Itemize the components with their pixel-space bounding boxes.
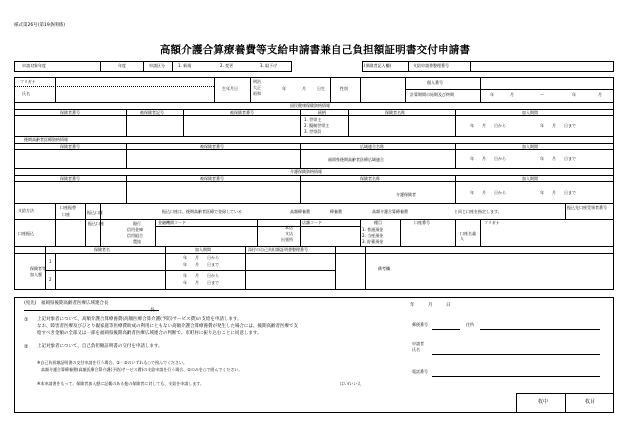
note-3: ※本申請書をもって、保険者加入歴に記載のある他の保険者に対しても、支給を申請します。 bbox=[37, 381, 204, 386]
furigana-label: フリガナ bbox=[20, 79, 36, 84]
target-year-label: 申請対象年度 bbox=[22, 63, 46, 68]
period-end-year: 年 bbox=[572, 92, 576, 97]
addressee: (宛先) 福岡県後期高齢者医療広域連合長 bbox=[24, 301, 109, 306]
consent-2-text: 上記対象者について、自己負担額証明書の交付を申請します。 bbox=[37, 344, 163, 349]
applicant-name-label: 氏名 bbox=[412, 347, 420, 352]
care-period-label: 加入期間 bbox=[522, 176, 538, 181]
name-label: 氏名 bbox=[22, 91, 30, 96]
history-remarks-label: 備考欄 bbox=[378, 266, 390, 271]
nhi-section-title: 国民健康保険資格情報 bbox=[290, 103, 330, 108]
period-label: 計算期間の始期及び終期 bbox=[410, 92, 454, 97]
form-title: 高額介護合算療養費等支給申請書兼自己負担額証明書交付申請書 bbox=[159, 44, 471, 56]
personal-number-label: 個人番号 bbox=[427, 80, 443, 85]
elderly-period-label: 加入期間 bbox=[522, 144, 538, 149]
nhi-insurer-name-label: 保険者名称 bbox=[385, 110, 405, 115]
elderly-insured-number-label: 被保険者番号 bbox=[200, 144, 224, 149]
postal-label: 郵便番号 bbox=[412, 322, 428, 327]
option-change[interactable]: 2. 変更 bbox=[220, 63, 234, 68]
history-row1-to: 年 月 日まで bbox=[183, 262, 219, 267]
history-period-label: 加入期間 bbox=[195, 247, 211, 252]
phone-label: 電話番号 bbox=[412, 369, 428, 374]
consent-2-mark[interactable]: ② bbox=[24, 344, 29, 350]
care-insurer-name-label: 保険者名称 bbox=[360, 176, 380, 181]
nhi-insured-number-label: 被保険者番号 bbox=[230, 110, 254, 115]
payment-option-medical[interactable]: 療養費 bbox=[330, 209, 342, 214]
bank-type-shinkin[interactable]: 信用金庫 bbox=[127, 227, 143, 232]
address-label: 住所 bbox=[466, 322, 474, 327]
period-start-year: 年 bbox=[490, 92, 494, 97]
birth-year-unit: 年 bbox=[282, 86, 286, 91]
holder-furigana-label: フリガナ bbox=[484, 220, 500, 225]
care-insurer-number-label: 保険者番号 bbox=[60, 176, 80, 181]
era-taisho[interactable]: 大正 bbox=[253, 85, 261, 90]
history-row2-from: 年 月 日から bbox=[183, 273, 219, 278]
consent-1-line-a: 上記対象者について、高額介護合算療養費(高額医療合算介護(予防)サービス費)の支給を申請します。 bbox=[37, 317, 242, 322]
account-holder-label: 口座名義人 bbox=[460, 231, 476, 241]
history-insurer-name-label: 保険者名 bbox=[94, 247, 110, 252]
history-row2-to: 年 月 日まで bbox=[183, 280, 219, 285]
yes-no-choice[interactable]: はい/いいえ bbox=[340, 381, 362, 386]
consent-1-mark[interactable]: ① bbox=[24, 317, 29, 323]
payment-note: 振込口座は、後期高齢者医療で登録している bbox=[162, 209, 242, 214]
relation-head[interactable]: 1. 世帯主 bbox=[304, 117, 322, 122]
consent-1-line-b: なお、障害者医療及びひとり親家庭等医療費助成の利用にともない高額介護合算療養費が発生した場合には、後期高齢者医療で支 bbox=[37, 324, 298, 329]
insurer-entry-label: (保険者記入欄) bbox=[364, 63, 392, 68]
relation-member[interactable]: 3. 世帯員 bbox=[304, 129, 322, 134]
account-type-label: 種目 bbox=[374, 220, 382, 225]
payment-account-transfer[interactable]: 口座振替 bbox=[60, 205, 76, 210]
account-type-savings[interactable]: 3. 貯蓄預金 bbox=[362, 239, 384, 244]
nhi-insurer-number-label: 保険者番号 bbox=[60, 110, 80, 115]
payment-proxy[interactable]: 振込口座 bbox=[87, 210, 103, 215]
kubun-label: 申請区分 bbox=[149, 63, 165, 68]
deposit-label: 振込口座 bbox=[88, 221, 104, 226]
period-start-month: 月 bbox=[510, 92, 514, 97]
bank-transfer-label: 口座振込 bbox=[18, 231, 34, 236]
care-section-title: 介護保険資格情報 bbox=[290, 169, 322, 174]
consent-1-line-c: 給すべき金額の全部又は一部を福岡県後期高齢者医療広域連合の判断で、市町村に振り込むことに同意します。 bbox=[37, 331, 262, 336]
sheet-number-label: 枚目 bbox=[585, 399, 596, 405]
nhi-period-label: 加入期間 bbox=[522, 110, 538, 115]
care-insurer-suffix: 介護保険者 bbox=[396, 192, 416, 197]
history-label-joins: 加入歴 bbox=[30, 272, 42, 277]
relation-pseudo-head[interactable]: 2. 擬制世帯主 bbox=[304, 123, 330, 128]
applicant-label: 申請者 bbox=[412, 341, 424, 346]
history-row1-from: 年 月 日から bbox=[183, 255, 219, 260]
note-1: ※自己負担額証明書の交付申請を行う場合、①・②のいずれも○で囲んでください。 bbox=[37, 360, 188, 365]
branch-code-label: 店舗コード bbox=[302, 220, 322, 225]
bank-type-nokyo[interactable]: 農協 bbox=[133, 239, 141, 244]
elderly-period-from: 年 月 日から bbox=[470, 156, 506, 161]
form-number: 様式第26号(第19条関係) bbox=[14, 23, 65, 28]
elderly-period-to: 年 月 日まで bbox=[540, 156, 576, 161]
account-number-label: 口座番号 bbox=[414, 220, 430, 225]
care-period-from: 年 月 日から bbox=[470, 190, 506, 195]
history-label-insurers: 保険者等 bbox=[30, 266, 46, 271]
elderly-union-value: 福岡県後期高齢者医療広域連合 bbox=[328, 157, 384, 162]
nhi-insured-symbol-label: 被保険者記号 bbox=[140, 110, 164, 115]
period-end-month: 月 bbox=[598, 92, 602, 97]
sheet-total-label: 枚中 bbox=[538, 399, 549, 405]
payment-option-combined[interactable]: 高額介護合算療養費 bbox=[372, 209, 408, 214]
receipt-number-label: 支給申請書整理番号 bbox=[413, 63, 449, 68]
year-suffix: 年度 bbox=[118, 63, 126, 68]
bank-type-bank[interactable]: 銀行 bbox=[133, 221, 141, 226]
elderly-union-label: 広域連合名称 bbox=[360, 144, 384, 149]
elderly-section-title: 後期高齢者医療資格情報 bbox=[24, 137, 68, 142]
bank-code-label: 金融機関コード bbox=[158, 220, 186, 225]
branch-type-office[interactable]: 出張所 bbox=[281, 237, 293, 242]
option-new[interactable]: 1. 新規 bbox=[178, 63, 192, 68]
insurer-use-row bbox=[362, 61, 614, 72]
account-type-current[interactable]: 2. 当座預金 bbox=[362, 233, 384, 238]
payment-note-tail: と同じ口座を指定します。 bbox=[454, 209, 502, 214]
option-withdraw[interactable]: 3. 取下げ bbox=[260, 63, 278, 68]
era-showa[interactable]: 昭和 bbox=[253, 91, 261, 96]
care-period-to: 年 月 日まで bbox=[540, 190, 576, 195]
birth-date-label: 生年月日 bbox=[222, 86, 238, 91]
care-insured-number-label: 被保険者番号 bbox=[200, 176, 224, 181]
era-meiji[interactable]: 明治 bbox=[253, 79, 261, 84]
addressee-chou: 長 bbox=[150, 308, 155, 313]
history-row-2: 2 bbox=[49, 277, 52, 282]
sex-label: 性別 bbox=[340, 86, 348, 91]
nhi-period-to: 年 月 日まで bbox=[540, 123, 576, 128]
note-2: 高額介護合算療養費(高額医療合算介護(予防)サービス費)の支給申請を行う場合、①のみを○で囲んでください。 bbox=[37, 367, 243, 372]
period-tilde: ～ bbox=[540, 92, 544, 97]
birth-day-unit: 日生 bbox=[317, 86, 325, 91]
application-date: 年 月 日 bbox=[410, 303, 451, 308]
payment-savings[interactable]: 口座 bbox=[62, 212, 70, 217]
branch-type-branch[interactable]: 支店 bbox=[285, 231, 293, 236]
payment-option-high-cost[interactable]: 高額療養費 bbox=[290, 209, 310, 214]
branch-type-head[interactable]: 本店 bbox=[285, 225, 293, 230]
recipient-number-label: 振込先口座受領者番号 bbox=[567, 205, 607, 210]
birth-month-unit: 月 bbox=[302, 86, 306, 91]
history-cert-number-label: 添付の自己負担額証明書整理番号 bbox=[248, 247, 308, 252]
nhi-relation-label: 続柄 bbox=[318, 110, 326, 115]
bank-type-kumiai[interactable]: 信用組合 bbox=[127, 233, 143, 238]
history-row-1: 1 bbox=[49, 259, 52, 264]
elderly-insurer-number-label: 保険者番号 bbox=[60, 144, 80, 149]
account-type-ordinary[interactable]: 1. 普通預金 bbox=[362, 227, 384, 232]
nhi-period-from: 年 月 日から bbox=[470, 123, 506, 128]
payment-method-label: 支給方法 bbox=[18, 208, 34, 213]
